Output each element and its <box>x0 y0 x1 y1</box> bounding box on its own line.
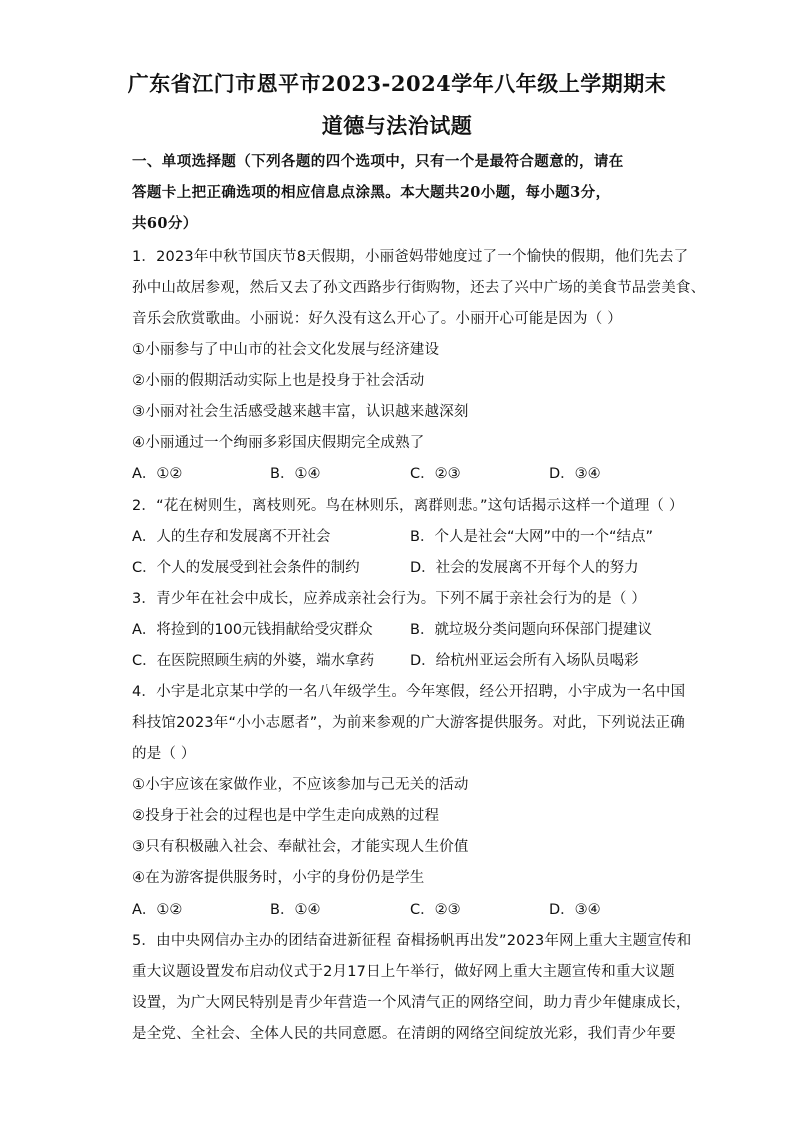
q3-option-d: D．给杭州亚运会所有入场队员喝彩 <box>410 653 639 669</box>
section-heading-line1: 一、单项选择题（下列各题的四个选项中，只有一个是最符合题意的，请在 <box>132 153 624 170</box>
q4-option-c: C．②③ <box>410 902 461 918</box>
q1-option-c: C．②③ <box>410 466 461 482</box>
q4-item-2: ②投身于社会的过程也是中学生走向成熟的过程 <box>132 808 440 824</box>
q2-option-b: B．个人是社会“大网”中的一个“结点” <box>410 529 653 545</box>
section-heading-line3: 共60分） <box>132 215 198 232</box>
doc-title-line1: 广东省江门市恩平市2023-2024学年八年级上学期期末 <box>127 71 667 96</box>
q2-option-a: A．人的生存和发展离不开社会 <box>132 529 331 545</box>
q5-stem-line2: 重大议题设置发布启动仪式于2月17日上午举行，做好网上重大主题宣传和重大议题 <box>132 964 675 980</box>
q1-option-a: A．①② <box>132 466 183 482</box>
q1-item-1: ①小丽参与了中山市的社会文化发展与经济建设 <box>132 342 440 358</box>
q4-option-a: A．①② <box>132 902 183 918</box>
q1-stem-line2: 孙中山故居参观，然后又去了孙文西路步行街购物，还去了兴中广场的美食节品尝美食、 <box>132 280 706 296</box>
q4-stem-line3: 的是（ ） <box>132 746 196 762</box>
q2-option-d: D．社会的发展离不开每个人的努力 <box>410 560 639 576</box>
q1-item-4: ④小丽通过一个绚丽多彩国庆假期完全成熟了 <box>132 435 425 451</box>
q3-stem-line1: 3．青少年在社会中成长，应养成亲社会行为。下列不属于亲社会行为的是（ ） <box>132 591 647 607</box>
q4-item-4: ④在为游客提供服务时，小宇的身份仍是学生 <box>132 870 425 886</box>
q1-option-b: B．①④ <box>270 466 321 482</box>
q4-item-1: ①小宇应该在家做作业，不应该参加与己无关的活动 <box>132 777 469 793</box>
q4-stem-line2: 科技馆2023年“小小志愿者”，为前来参观的广大游客提供服务。对此，下列说法正确 <box>132 715 685 731</box>
q3-option-c: C．在医院照顾生病的外婆，端水拿药 <box>132 653 375 669</box>
doc-title-line2: 道德与法治试题 <box>321 113 473 138</box>
q2-option-c: C．个人的发展受到社会条件的制约 <box>132 560 360 576</box>
q4-option-b: B．①④ <box>270 902 321 918</box>
q5-stem-line3: 设置，为广大网民特别是青少年营造一个风清气正的网络空间，助力青少年健康成长， <box>132 995 691 1011</box>
q4-option-d: D．③④ <box>549 902 601 918</box>
q2-stem-line1: 2．“花在树则生，离枝则死。鸟在林则乐，离群则悲。”这句话揭示这样一个道理（ ） <box>132 498 684 514</box>
q1-option-d: D．③④ <box>549 466 601 482</box>
q3-option-b: B．就垃圾分类问题向环保部门提建议 <box>410 622 652 638</box>
q3-option-a: A．将捡到的100元钱捐献给受灾群众 <box>132 622 373 638</box>
q1-stem-line3: 音乐会欣赏歌曲。小丽说：好久没有这么开心了。小丽开心可能是因为（ ） <box>132 311 622 327</box>
q5-stem-line4: 是全党、全社会、全体人民的共同意愿。在清朗的网络空间绽放光彩，我们青少年要 <box>132 1026 676 1042</box>
q1-item-3: ③小丽对社会生活感受越来越丰富，认识越来越深刻 <box>132 404 469 420</box>
q5-stem-line1: 5．由中央网信办主办的团结奋进新征程 奋楫扬帆再出发”2023年网上重大主题宣传和 <box>132 933 692 949</box>
q1-item-2: ②小丽的假期活动实际上也是投身于社会活动 <box>132 373 425 389</box>
section-heading-line2: 答题卡上把正确选项的相应信息点涂黑。本大题共20小题，每小题3分， <box>132 184 611 201</box>
q4-item-3: ③只有积极融入社会、奉献社会，才能实现人生价值 <box>132 839 469 855</box>
q1-stem-line1: 1．2023年中秋节国庆节8天假期，小丽爸妈带她度过了一个愉快的假期，他们先去了 <box>132 249 689 265</box>
q4-stem-line1: 4．小宇是北京某中学的一名八年级学生。今年寒假，经公开招聘，小宇成为一名中国 <box>132 684 686 700</box>
